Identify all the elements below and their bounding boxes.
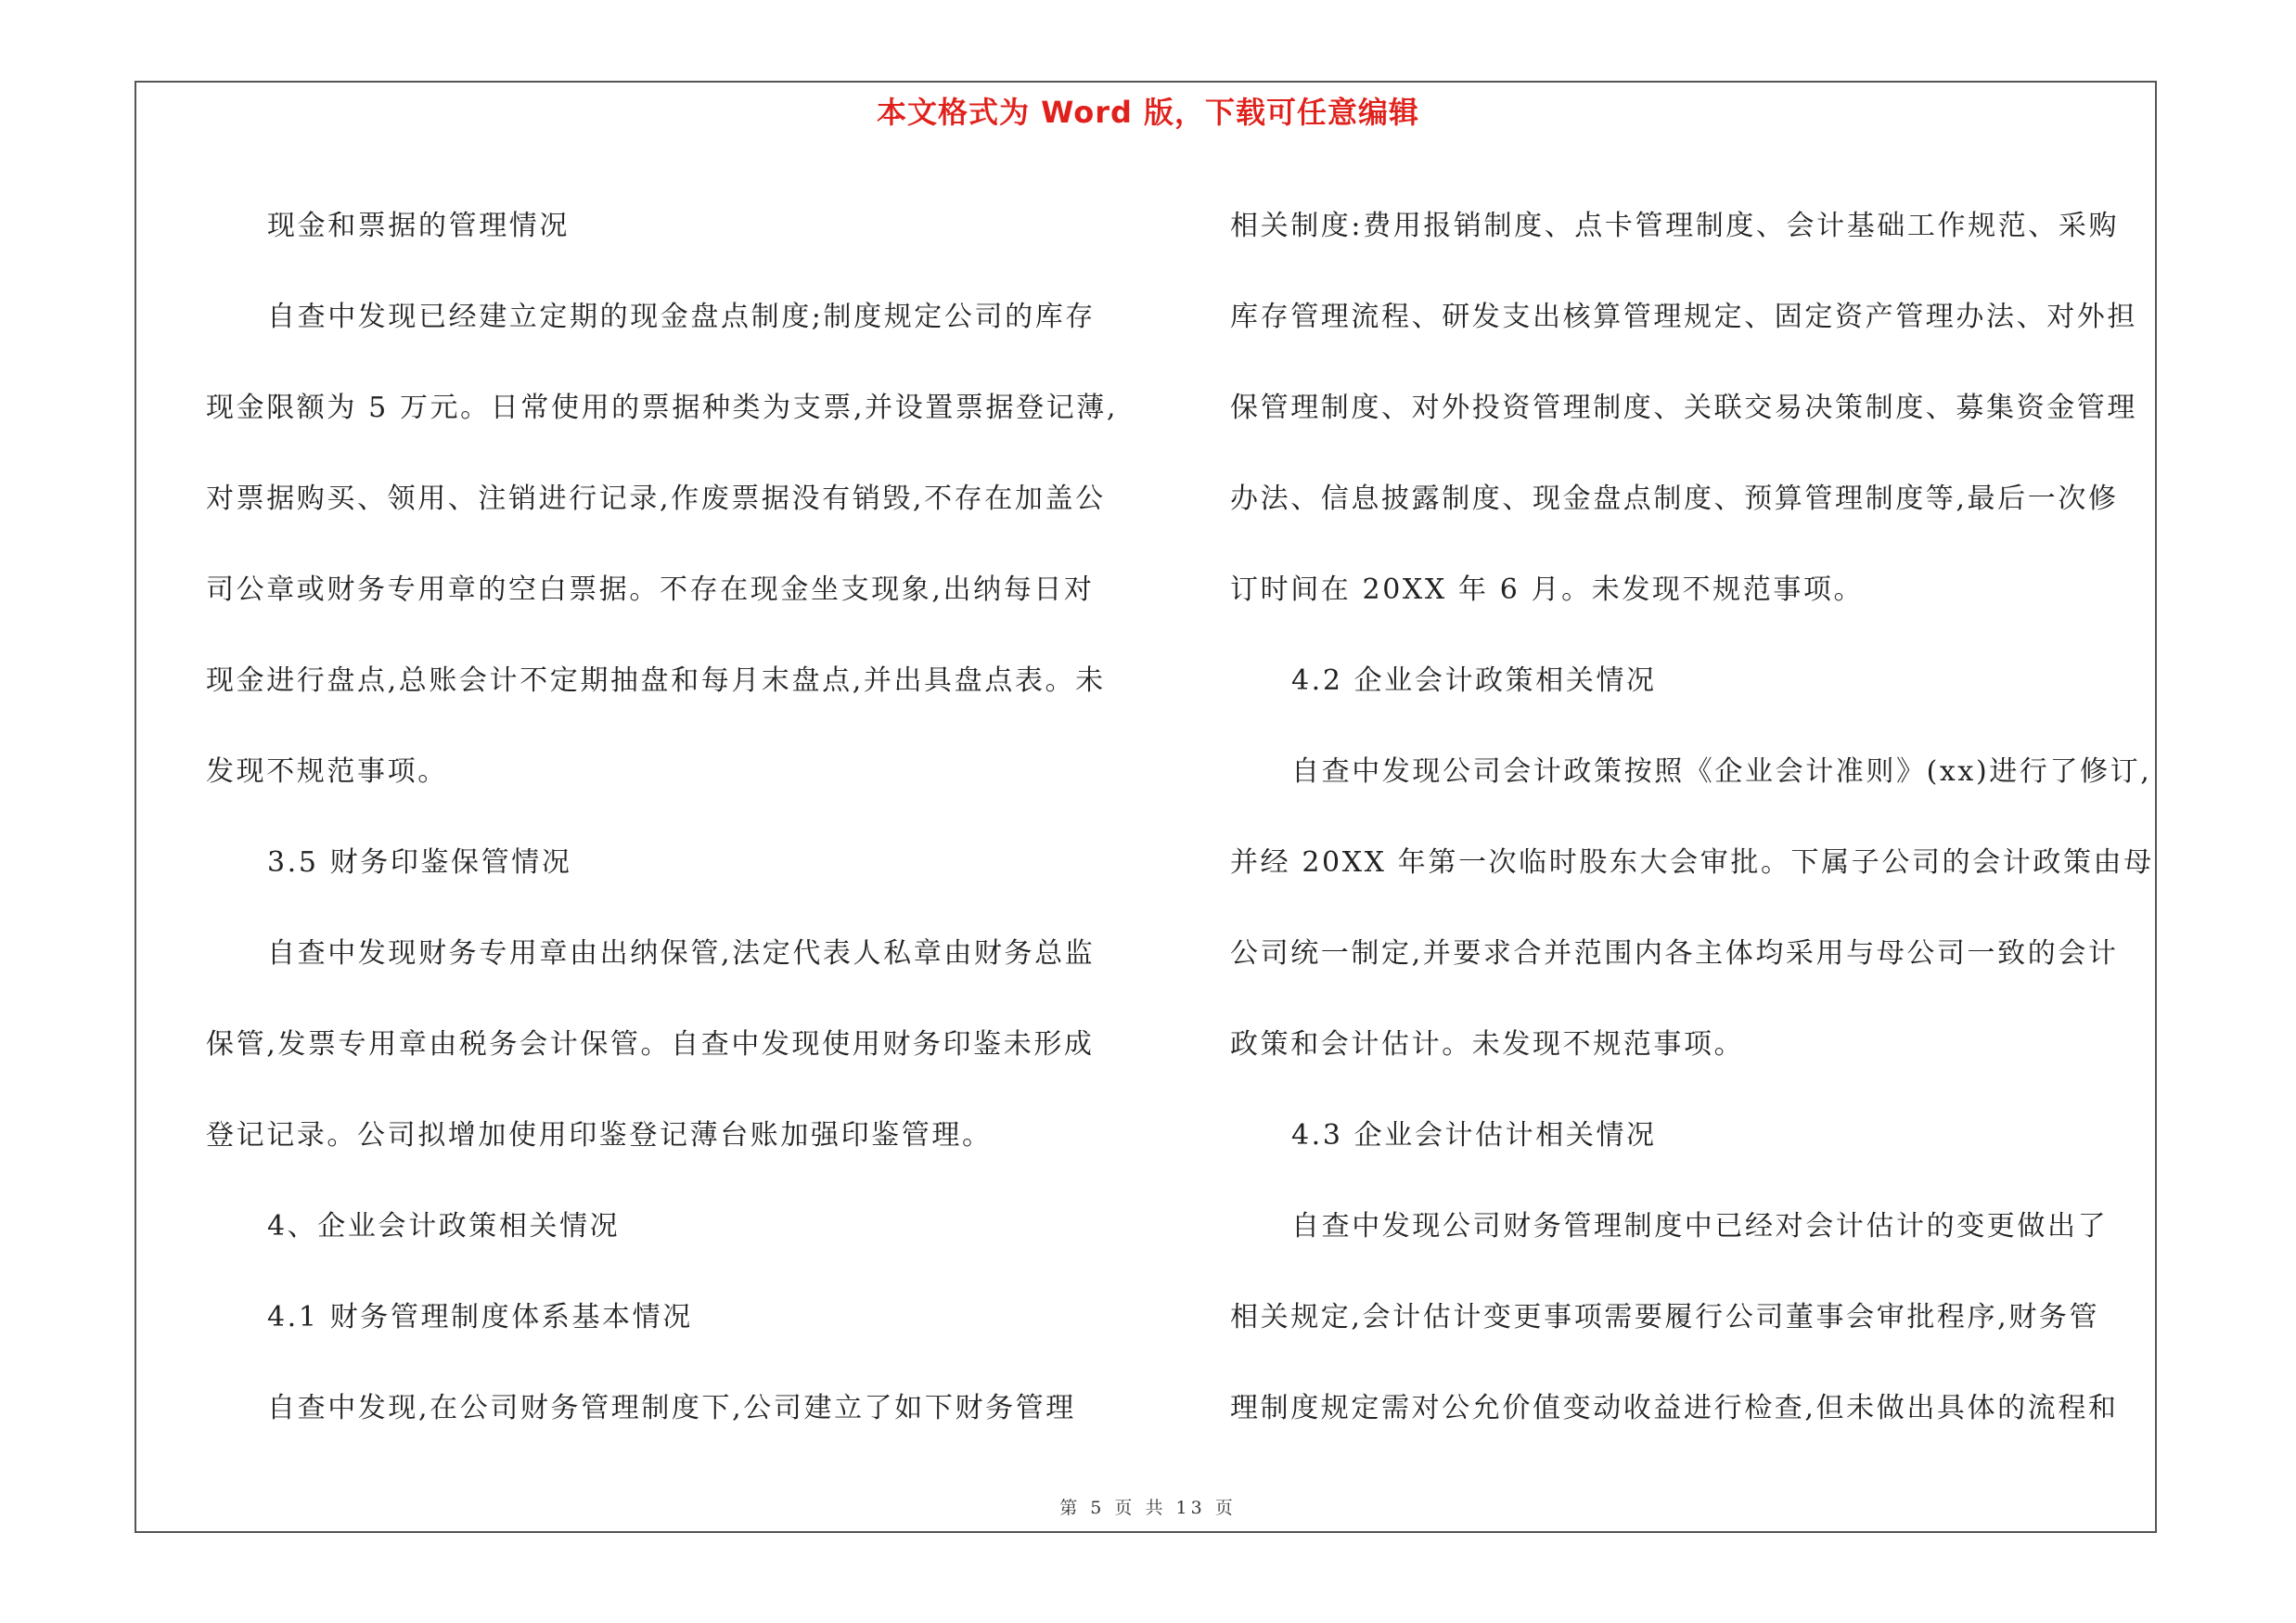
text-line: 3.5 财务印鉴保管情况: [267, 846, 572, 879]
text-line: 相关制度:费用报销制度、点卡管理制度、会计基础工作规范、采购: [1230, 210, 2120, 242]
text-line: 司公章或财务专用章的空白票据。不存在现金坐支现象,出纳每日对: [206, 573, 1095, 606]
text-line: 公司统一制定,并要求合并范围内各主体均采用与母公司一致的会计: [1230, 937, 2119, 970]
page-number-footer: 第 5 页 共 13 页: [1059, 1498, 1237, 1518]
text-line: 库存管理流程、研发支出核算管理规定、固定资产管理办法、对外担: [1230, 301, 2137, 333]
text-line: 政策和会计估计。未发现不规范事项。: [1230, 1028, 1745, 1061]
text-line: 保管,发票专用章由税务会计保管。自查中发现使用财务印鉴未形成: [206, 1028, 1095, 1061]
text-line: 保管理制度、对外投资管理制度、关联交易决策制度、募集资金管理: [1230, 392, 2137, 424]
word-format-banner: 本文格式为 Word 版，下载可任意编辑: [876, 95, 1420, 130]
text-line: 自查中发现已经建立定期的现金盘点制度;制度规定公司的库存: [267, 301, 1096, 333]
text-line: 现金进行盘点,总账会计不定期抽盘和每月末盘点,并出具盘点表。未: [206, 664, 1106, 697]
left-text-column: [206, 181, 1134, 1454]
text-line: 4、企业会计政策相关情况: [267, 1210, 621, 1243]
text-line: 自查中发现公司财务管理制度中已经对会计估计的变更做出了: [1291, 1210, 2109, 1243]
text-line: 理制度规定需对公允价值变动收益进行检查,但未做出具体的流程和: [1230, 1392, 2119, 1424]
text-line: 登记记录。公司拟增加使用印鉴登记薄台账加强印鉴管理。: [206, 1119, 993, 1152]
text-line: 发现不规范事项。: [206, 755, 448, 788]
text-line: 相关规定,会计估计变更事项需要履行公司董事会审批程序,财务管: [1230, 1301, 2100, 1333]
text-line: 办法、信息披露制度、现金盘点制度、预算管理制度等,最后一次修: [1230, 483, 2119, 515]
text-line: 订时间在 20XX 年 6 月。未发现不规范事项。: [1230, 573, 1865, 606]
text-line: 自查中发现公司会计政策按照《企业会计准则》(xx)进行了修订,: [1291, 755, 2152, 788]
text-line: 自查中发现,在公司财务管理制度下,公司建立了如下财务管理: [267, 1392, 1076, 1424]
text-line: 现金和票据的管理情况: [267, 210, 570, 242]
right-text-column: [1230, 181, 2158, 1454]
text-line: 自查中发现财务专用章由出纳保管,法定代表人私章由财务总监: [267, 937, 1096, 970]
text-line: 4.3 企业会计估计相关情况: [1291, 1119, 1657, 1152]
text-line: 现金限额为 5 万元。日常使用的票据种类为支票,并设置票据登记薄,: [206, 392, 1119, 424]
text-line: 对票据购买、领用、注销进行记录,作废票据没有销毁,不存在加盖公: [206, 483, 1106, 515]
text-line: 并经 20XX 年第一次临时股东大会审批。下属子公司的会计政策由母: [1230, 846, 2154, 879]
text-line: 4.1 财务管理制度体系基本情况: [267, 1301, 693, 1333]
text-line: 4.2 企业会计政策相关情况: [1291, 664, 1657, 697]
